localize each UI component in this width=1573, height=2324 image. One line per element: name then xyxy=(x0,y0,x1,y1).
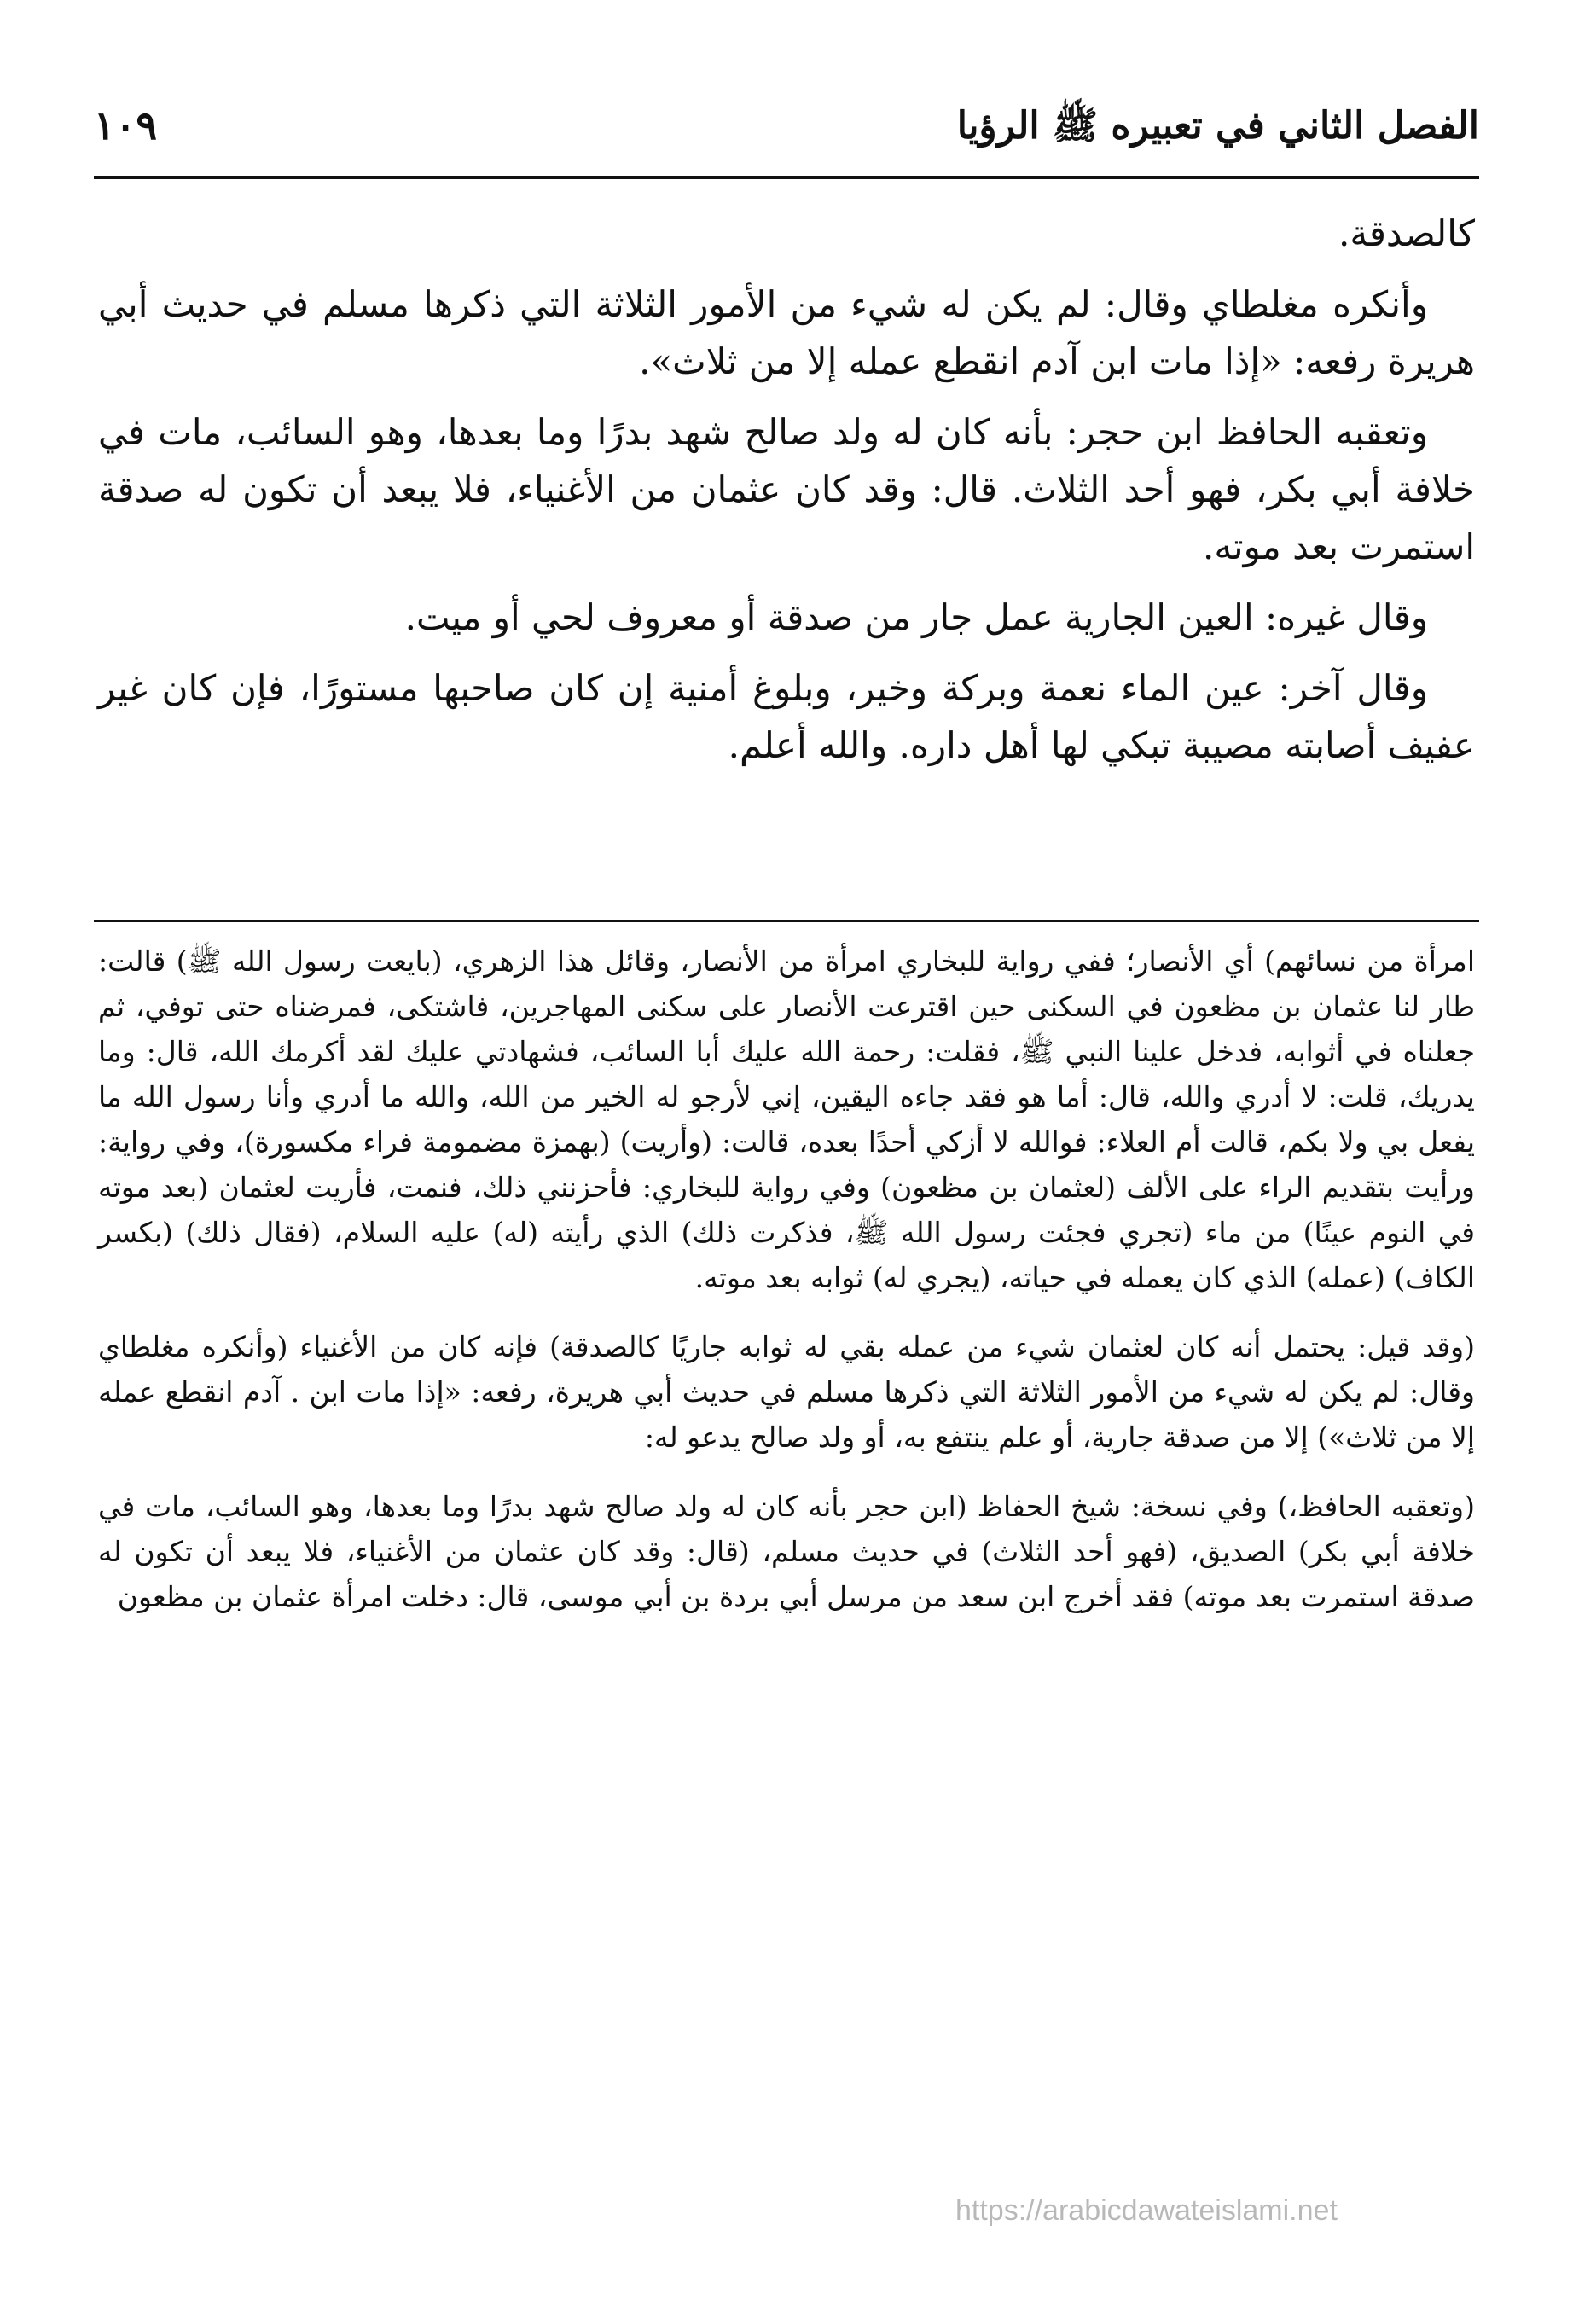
site-watermark: https://arabicdawateislami.net xyxy=(955,2194,1338,2227)
commentary-paragraph-2: (وقد قيل: يحتمل أنه كان لعثمان شيء من عمله بقي له ثوابه جاريًا كالصدقة) فإنه كان من الأغنياء (وأنكره مغلطاي وقال: لم يكن له شيء من الأمور الثلاثة التي ذكرها مسلم في حديث أبي هريرة، رفعه: «إذا مات ابن . آدم انقطع عمله إلا من ثلاث») إلا من صدقة جارية، أو علم ينتفع به، أو ولد صالح يدعو له: xyxy=(98,1330,1475,1454)
main-paragraph-3: وتعقبه الحافظ ابن حجر: بأنه كان له ولد صالح شهد بدرًا وما بعدها، وهو السائب، مات في خلافة أبي بكر، فهو أحد الثلاث. قال: وقد كان عثمان من الأغنياء، فلا يبعد أن تكون له صدقة استمرت بعد موته. xyxy=(98,411,1475,567)
main-paragraph-5: وقال آخر: عين الماء نعمة وبركة وخير، وبلوغ أمنية إن كان صاحبها مستورًا، فإن كان غير عفيف أصابته مصيبة تبكي لها أهل داره. والله أعلم. xyxy=(98,667,1475,766)
main-text xyxy=(98,205,1475,896)
main-paragraph-1: كالصدقة. xyxy=(1338,212,1475,254)
main-paragraph-4: وقال غيره: العين الجارية عمل جار من صدقة أو معروف لحي أو ميت. xyxy=(404,596,1428,638)
commentary-text xyxy=(98,938,1475,2201)
running-title: الفصل الثاني في تعبيره ﷺ الرؤيا xyxy=(956,104,1479,148)
main-paragraph-2: وأنكره مغلطاي وقال: لم يكن له شيء من الأمور الثلاثة التي ذكرها مسلم في حديث أبي هريرة رفعه: «إذا مات ابن آدم انقطع عمله إلا من ثلاث». xyxy=(98,283,1475,382)
page-header xyxy=(94,102,1479,171)
page-number: ١٠٩ xyxy=(94,102,158,148)
commentary-divider xyxy=(94,920,1479,922)
commentary-paragraph-1: امرأة من نسائهم) أي الأنصار؛ ففي رواية للبخاري امرأة من الأنصار، وقائل هذا الزهري، (بايعت رسول الله ﷺ) قالت: طار لنا عثمان بن مظعون في السكنى حين اقترعت الأنصار على سكنى المهاجرين، فاشتكى، فمرضناه حتى توفي، ثم جعلناه في أثوابه، فدخل علينا النبي ﷺ، فقلت: رحمة الله عليك أبا السائب، فشهادتي عليك لقد أكرمك الله، قال: وما يدريك، قلت: لا أدري والله، قال: أما هو فقد جاءه اليقين، إني لأرجو له الخير من الله، والله ما أدري وأنا رسول الله ما يفعل بي ولا بكم، قالت أم العلاء: فوالله لا أزكي أحدًا بعده، قالت: (وأريت) (بهمزة مضمومة فراء مكسورة)، وفي رواية: ورأيت بتقديم الراء على الألف (لعثمان بن مظعون) وفي رواية للبخاري: فأحزنني ذلك، فنمت، فأريت لعثمان (بعد موته في النوم عينًا) من ماء (تجري فجئت رسول الله ﷺ، فذكرت ذلك) الذي رأيته (له) عليه السلام، (فقال ذلك) (بكسر الكاف) (عمله) الذي كان يعمله في حياته، (يجري له) ثوابه بعد موته. xyxy=(98,944,1475,1294)
commentary-paragraph-3: (وتعقبه الحافظ،) وفي نسخة: شيخ الحفاظ (ابن حجر بأنه كان له ولد صالح شهد بدرًا وما بعدها، وهو السائب، مات في خلافة أبي بكر) الصديق، (فهو أحد الثلاث) في حديث مسلم، (قال: وقد كان عثمان من الأغنياء، فلا يبعد أن تكون له صدقة استمرت بعد موته) فقد أخرج ابن سعد من مرسل أبي بردة بن أبي موسى، قال: دخلت امرأة عثمان بن مظعون xyxy=(98,1490,1475,1613)
header-rule xyxy=(94,176,1479,179)
